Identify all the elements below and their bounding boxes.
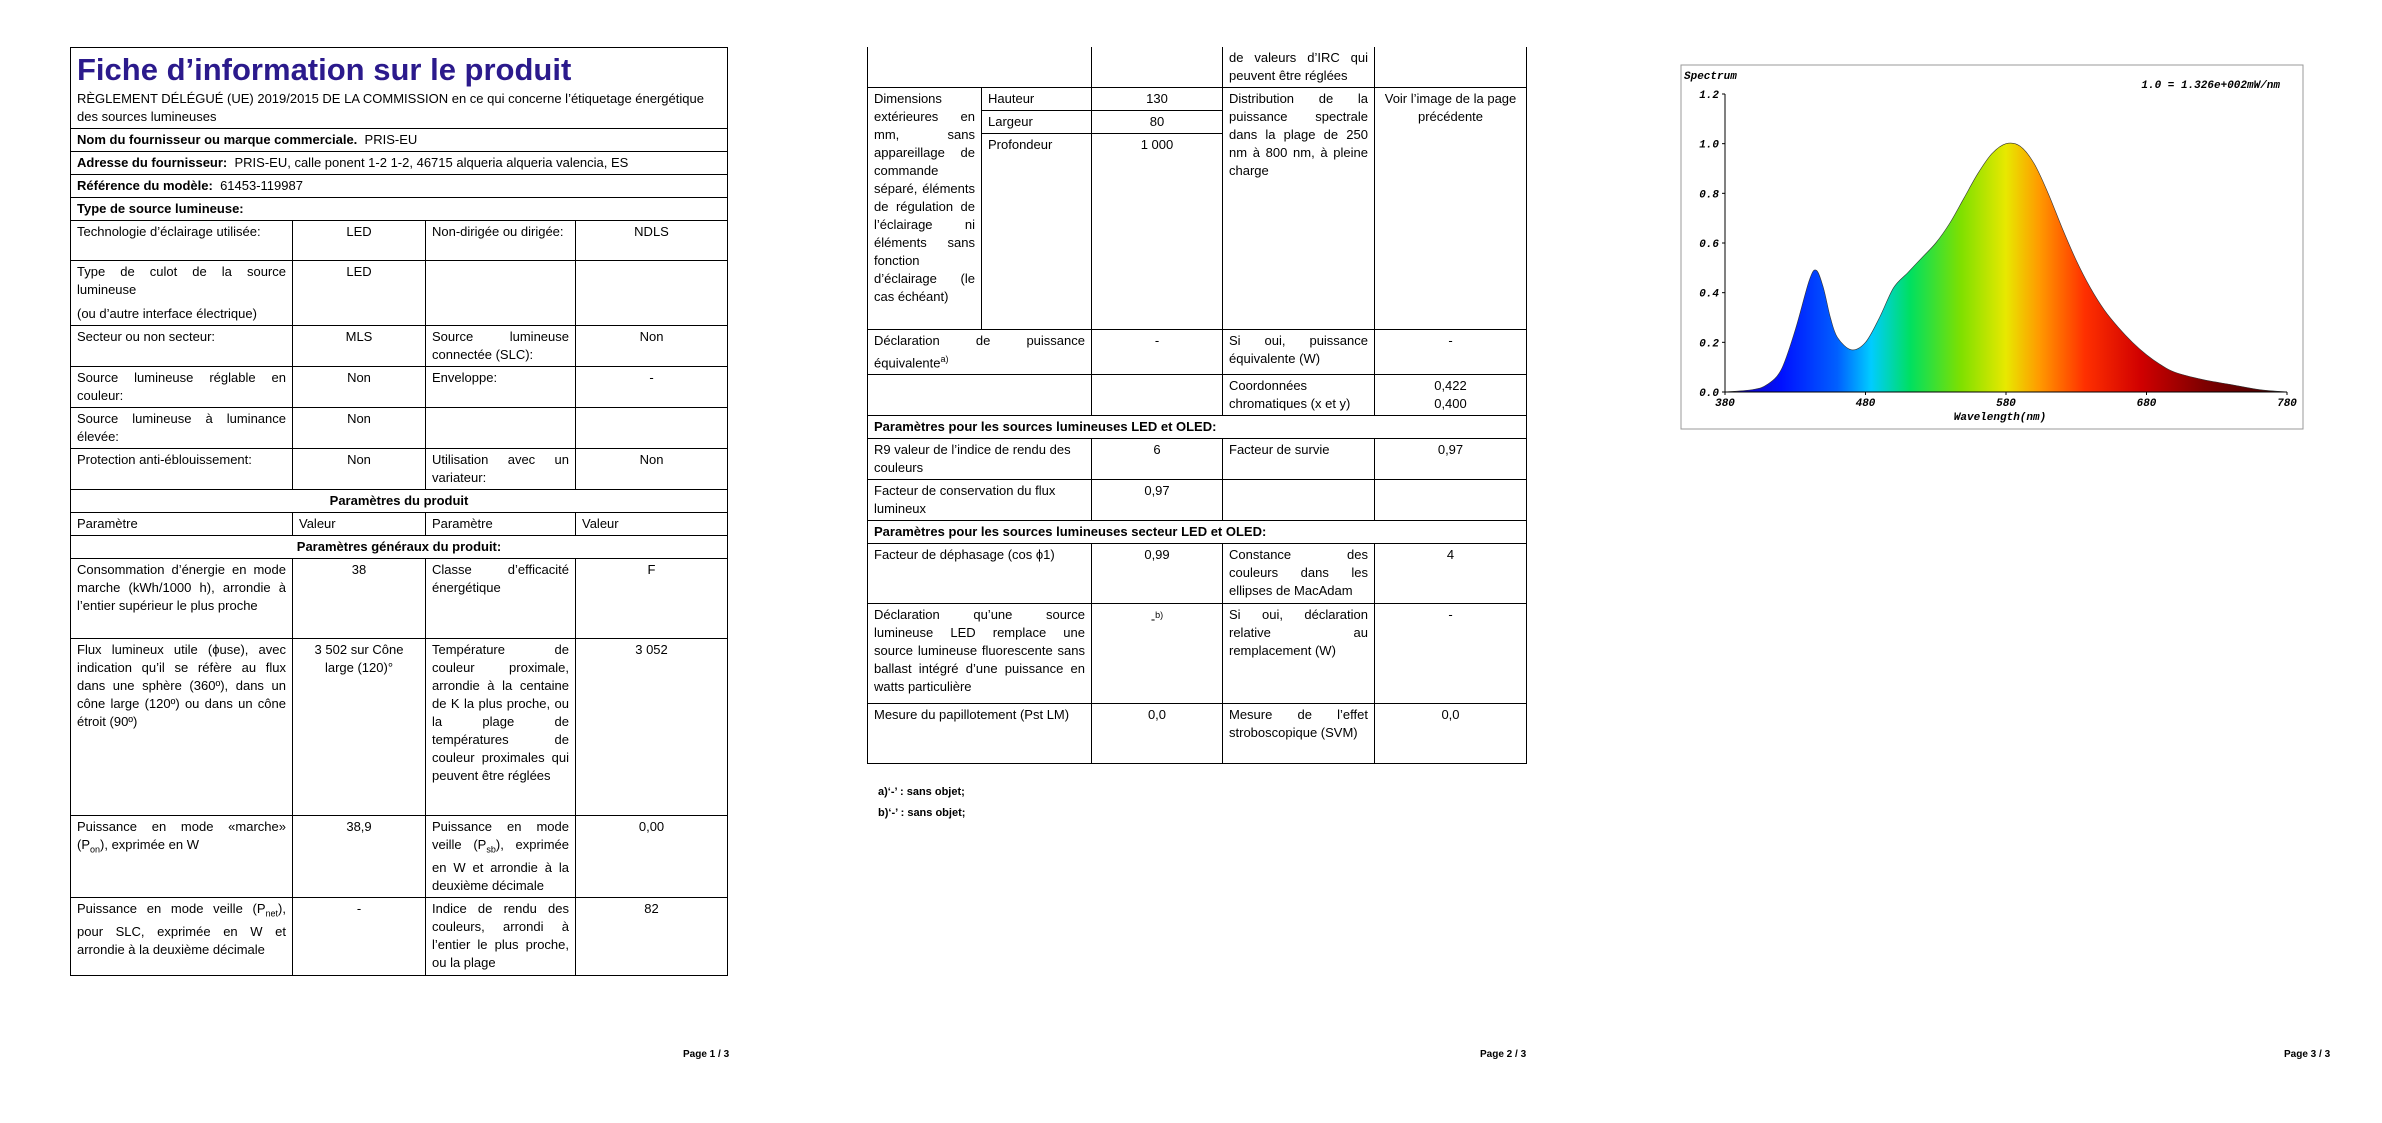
param-value: 0,97 [1375, 439, 1527, 480]
param-label: Utilisation avec un variateur: [426, 449, 576, 490]
model-row [71, 175, 728, 198]
x-tick-label: 780 [2277, 398, 2297, 410]
param-label: Mesure du papillotement (Pst LM) [868, 704, 1092, 764]
product-info-table-continued [867, 47, 1527, 764]
irc-continued: de valeurs d’IRC qui peuvent être réglées [1223, 47, 1375, 88]
column-header-row [71, 513, 728, 536]
footnote-ref: a) [940, 354, 949, 364]
address-value: PRIS-EU, calle ponent 1-2 1-2, 46715 alqueria alqueria valencia, ES [234, 155, 629, 170]
page-number: Page 1 / 3 [683, 1049, 730, 1060]
y-tick-label: 1.0 [1699, 139, 1719, 152]
param-value: - [293, 898, 426, 976]
param-label: Source lumineuse à luminance élevée: [71, 408, 293, 449]
param-label: Secteur ou non secteur: [71, 326, 293, 367]
param-value: F [576, 559, 728, 639]
dimension-name: Profondeur [982, 134, 1092, 330]
supplier-row [71, 129, 728, 152]
chroma-label: Coordonnées chromatiques (x et y) [1223, 375, 1375, 416]
param-value: 0,0 [1375, 704, 1527, 764]
param-value [576, 408, 728, 449]
param-value: 0,0 [1092, 704, 1223, 764]
table-row [71, 559, 728, 639]
source-type-header: Type de source lumineuse: [71, 198, 728, 221]
table-row [71, 326, 728, 367]
footnote-b: b)‘-’ : sans objet; [878, 807, 966, 819]
table-row [868, 604, 1527, 704]
x-tick-label: 580 [1996, 398, 2016, 410]
table-row [71, 367, 728, 408]
table-row [868, 439, 1527, 480]
param-label: Si oui, déclaration relative au remplacement (W) [1223, 604, 1375, 704]
param-label: Non-dirigée ou dirigée: [426, 221, 576, 261]
param-value: 6 [1092, 439, 1223, 480]
column-header: Paramètre [71, 513, 293, 536]
table-row [868, 47, 1527, 88]
table-row [868, 544, 1527, 604]
x-axis-label: Wavelength(nm) [1953, 412, 2047, 424]
y-tick-label: 0.2 [1699, 338, 1719, 351]
param-label: Facteur de déphasage (cos ϕ1) [868, 544, 1092, 604]
chart-annotation: 1.0 = 1.326e+002mW/nm [2141, 80, 2280, 92]
param-label-text: Type de culot de la source lumineuse [77, 264, 286, 297]
chart-title: Spectrum [1684, 71, 1737, 83]
param-label: Protection anti-éblouissement: [71, 449, 293, 490]
dimension-name: Largeur [982, 111, 1092, 134]
param-label [71, 261, 293, 326]
param-label: Facteur de survie [1223, 439, 1375, 480]
table-row [71, 261, 728, 326]
page-number: Page 3 / 3 [2284, 1049, 2331, 1060]
equiv-label-text: Déclaration de puissance équivalente [874, 333, 1085, 371]
param-label: Puissance en mode «marche» $(P_{on})$, exprimée en W [71, 816, 293, 898]
supplier-value: PRIS-EU [364, 132, 418, 147]
param-label: R9 valeur de l’indice de rendu des couleurs [868, 439, 1092, 480]
address-row [71, 152, 728, 175]
param-value: LED [293, 221, 426, 261]
footnote-a: a)‘-’ : sans objet; [878, 786, 965, 798]
param-value: 0,00 [576, 816, 728, 898]
dimension-value: 130 [1092, 88, 1223, 111]
dimensions-label: Dimensions extérieures en mm, sans appareillage de commande séparé, éléments de régulation de l’éclairage ni éléments sans fonction d’éclairage (le cas échéant) [868, 88, 982, 330]
param-value: - [1092, 330, 1223, 375]
chroma-x: 0,422 [1434, 378, 1467, 394]
general-params-header: Paramètres généraux du produit: [71, 536, 728, 559]
mains-params-header: Paramètres pour les sources lumineuses secteur LED et OLED: [868, 521, 1527, 544]
dimensions-row [868, 88, 1527, 111]
param-value: 3 502 sur Cône large (120)° [293, 639, 426, 816]
param-label: Déclaration qu’une source lumineuse LED remplace une source lumineuse fluorescente sans ballast intégré d’une puissance en watts particulière [868, 604, 1092, 704]
dimension-name: Hauteur [982, 88, 1092, 111]
y-tick-label: 0.8 [1699, 189, 1719, 202]
param-value-text: - [1150, 611, 1156, 627]
product-info-table [70, 47, 728, 976]
page-title: Fiche d’information sur le produit [77, 52, 572, 87]
table-row [71, 898, 728, 976]
param-value: NDLS [576, 221, 728, 261]
x-tick-label: 680 [2136, 398, 2157, 410]
param-label: Source lumineuse réglable en couleur: [71, 367, 293, 408]
param-label: Température de couleur proximale, arrondie à la centaine de K la plus proche, ou la plage de températures de couleur proximales qui peuvent être réglées [426, 639, 576, 816]
model-label: Référence du modèle: [77, 178, 213, 193]
param-value: Non [293, 367, 426, 408]
param-label: Facteur de conservation du flux lumineux [868, 480, 1092, 521]
param-value: 38,9 [293, 816, 426, 898]
param-label: Enveloppe: [426, 367, 576, 408]
table-row [868, 704, 1527, 764]
table-row [71, 639, 728, 816]
param-label: Consommation d’énergie en mode marche (kWh/1000 h), arrondie à l’entier supérieur le plus proche [71, 559, 293, 639]
led-params-header: Paramètres pour les sources lumineuses LED et OLED: [868, 416, 1527, 439]
param-label: Puissance en mode veille $(P_{sb})$, exprimée en W et arrondie à la deuxième décimale [426, 816, 576, 898]
x-tick-label: 480 [1855, 398, 1876, 410]
column-header: Valeur [293, 513, 426, 536]
param-label: Classe d’efficacité énergétique [426, 559, 576, 639]
table-row [868, 375, 1527, 416]
param-value: Non [293, 449, 426, 490]
param-label-note: (ou d’autre interface électrique) [77, 306, 257, 321]
param-label: Si oui, puissance équivalente (W) [1223, 330, 1375, 375]
product-params-header: Paramètres du produit [71, 490, 728, 513]
page-1 [0, 0, 794, 1123]
param-value: 38 [293, 559, 426, 639]
supplier-label: Nom du fournisseur ou marque commerciale. [77, 132, 358, 147]
param-label: Flux lumineux utile (ϕuse), avec indication qu’il se réfère au flux dans une sphère (360º), dans un cône large (120º) ou dans un cône étroit (90º) [71, 639, 293, 816]
page-number: Page 2 / 3 [1480, 1049, 1527, 1060]
table-row [71, 408, 728, 449]
page-3 [1588, 0, 2382, 1123]
dimension-value: 80 [1092, 111, 1223, 134]
table-row [71, 816, 728, 898]
param-value: Non [293, 408, 426, 449]
param-value: 0,99 [1092, 544, 1223, 604]
param-value: Non [576, 449, 728, 490]
x-tick-label: 380 [1715, 398, 1735, 410]
param-label: Source lumineuse connectée (SLC): [426, 326, 576, 367]
param-label: Mesure de l’effet stroboscopique (SVM) [1223, 704, 1375, 764]
param-label [426, 408, 576, 449]
param-label: Puissance en mode veille $(P_{net})$, pour SLC, exprimée en W et arrondie à la deuxième décimale [71, 898, 293, 976]
y-tick-label: 0.6 [1699, 239, 1719, 251]
param-value: 3 052 [576, 639, 728, 816]
spectrum-chart [1680, 64, 2306, 434]
param-value [576, 261, 728, 326]
param-value: 0,97 [1092, 480, 1223, 521]
param-label: Indice de rendu des couleurs, arrondi à l’entier le plus proche, ou la plage [426, 898, 576, 976]
table-row [868, 480, 1527, 521]
column-header: Valeur [576, 513, 728, 536]
y-tick-label: 0.4 [1699, 288, 1719, 301]
y-tick-label: 1.2 [1699, 90, 1719, 102]
y-tick-label: 0.0 [1699, 388, 1719, 400]
page-2 [794, 0, 1588, 1123]
column-header: Paramètre [426, 513, 576, 536]
table-row [868, 330, 1527, 375]
address-label: Adresse du fournisseur: [77, 155, 228, 170]
param-label [426, 261, 576, 326]
param-value: - [1375, 604, 1527, 704]
param-value: - [576, 367, 728, 408]
chroma-y: 0,400 [1434, 396, 1467, 412]
param-label: Technologie d’éclairage utilisée: [71, 221, 293, 261]
regulation-text: RÈGLEMENT DÉLÉGUÉ (UE) 2019/2015 DE LA COMMISSION en ce qui concerne l’étiquetage énergétique des sources lumineuses [77, 91, 704, 124]
chroma-value [1375, 375, 1527, 416]
model-value: 61453-119987 [220, 178, 303, 193]
param-value: LED [293, 261, 426, 326]
param-value: - [1375, 330, 1527, 375]
footnote-ref: b) [1155, 610, 1164, 621]
dimension-value: 1 000 [1092, 134, 1223, 330]
param-value: MLS [293, 326, 426, 367]
param-value: 4 [1375, 544, 1527, 604]
spectral-label: Distribution de la puissance spectrale dans la plage de 250 nm à 800 nm, à pleine charge [1223, 88, 1375, 330]
param-value: 82 [576, 898, 728, 976]
param-value [1092, 604, 1223, 704]
param-label: Constance des couleurs dans les ellipses de MacAdam [1223, 544, 1375, 604]
equiv-label [868, 330, 1092, 375]
spectral-value: Voir l’image de la page précédente [1375, 88, 1527, 330]
table-row [71, 449, 728, 490]
param-value: Non [576, 326, 728, 367]
table-row [71, 221, 728, 261]
